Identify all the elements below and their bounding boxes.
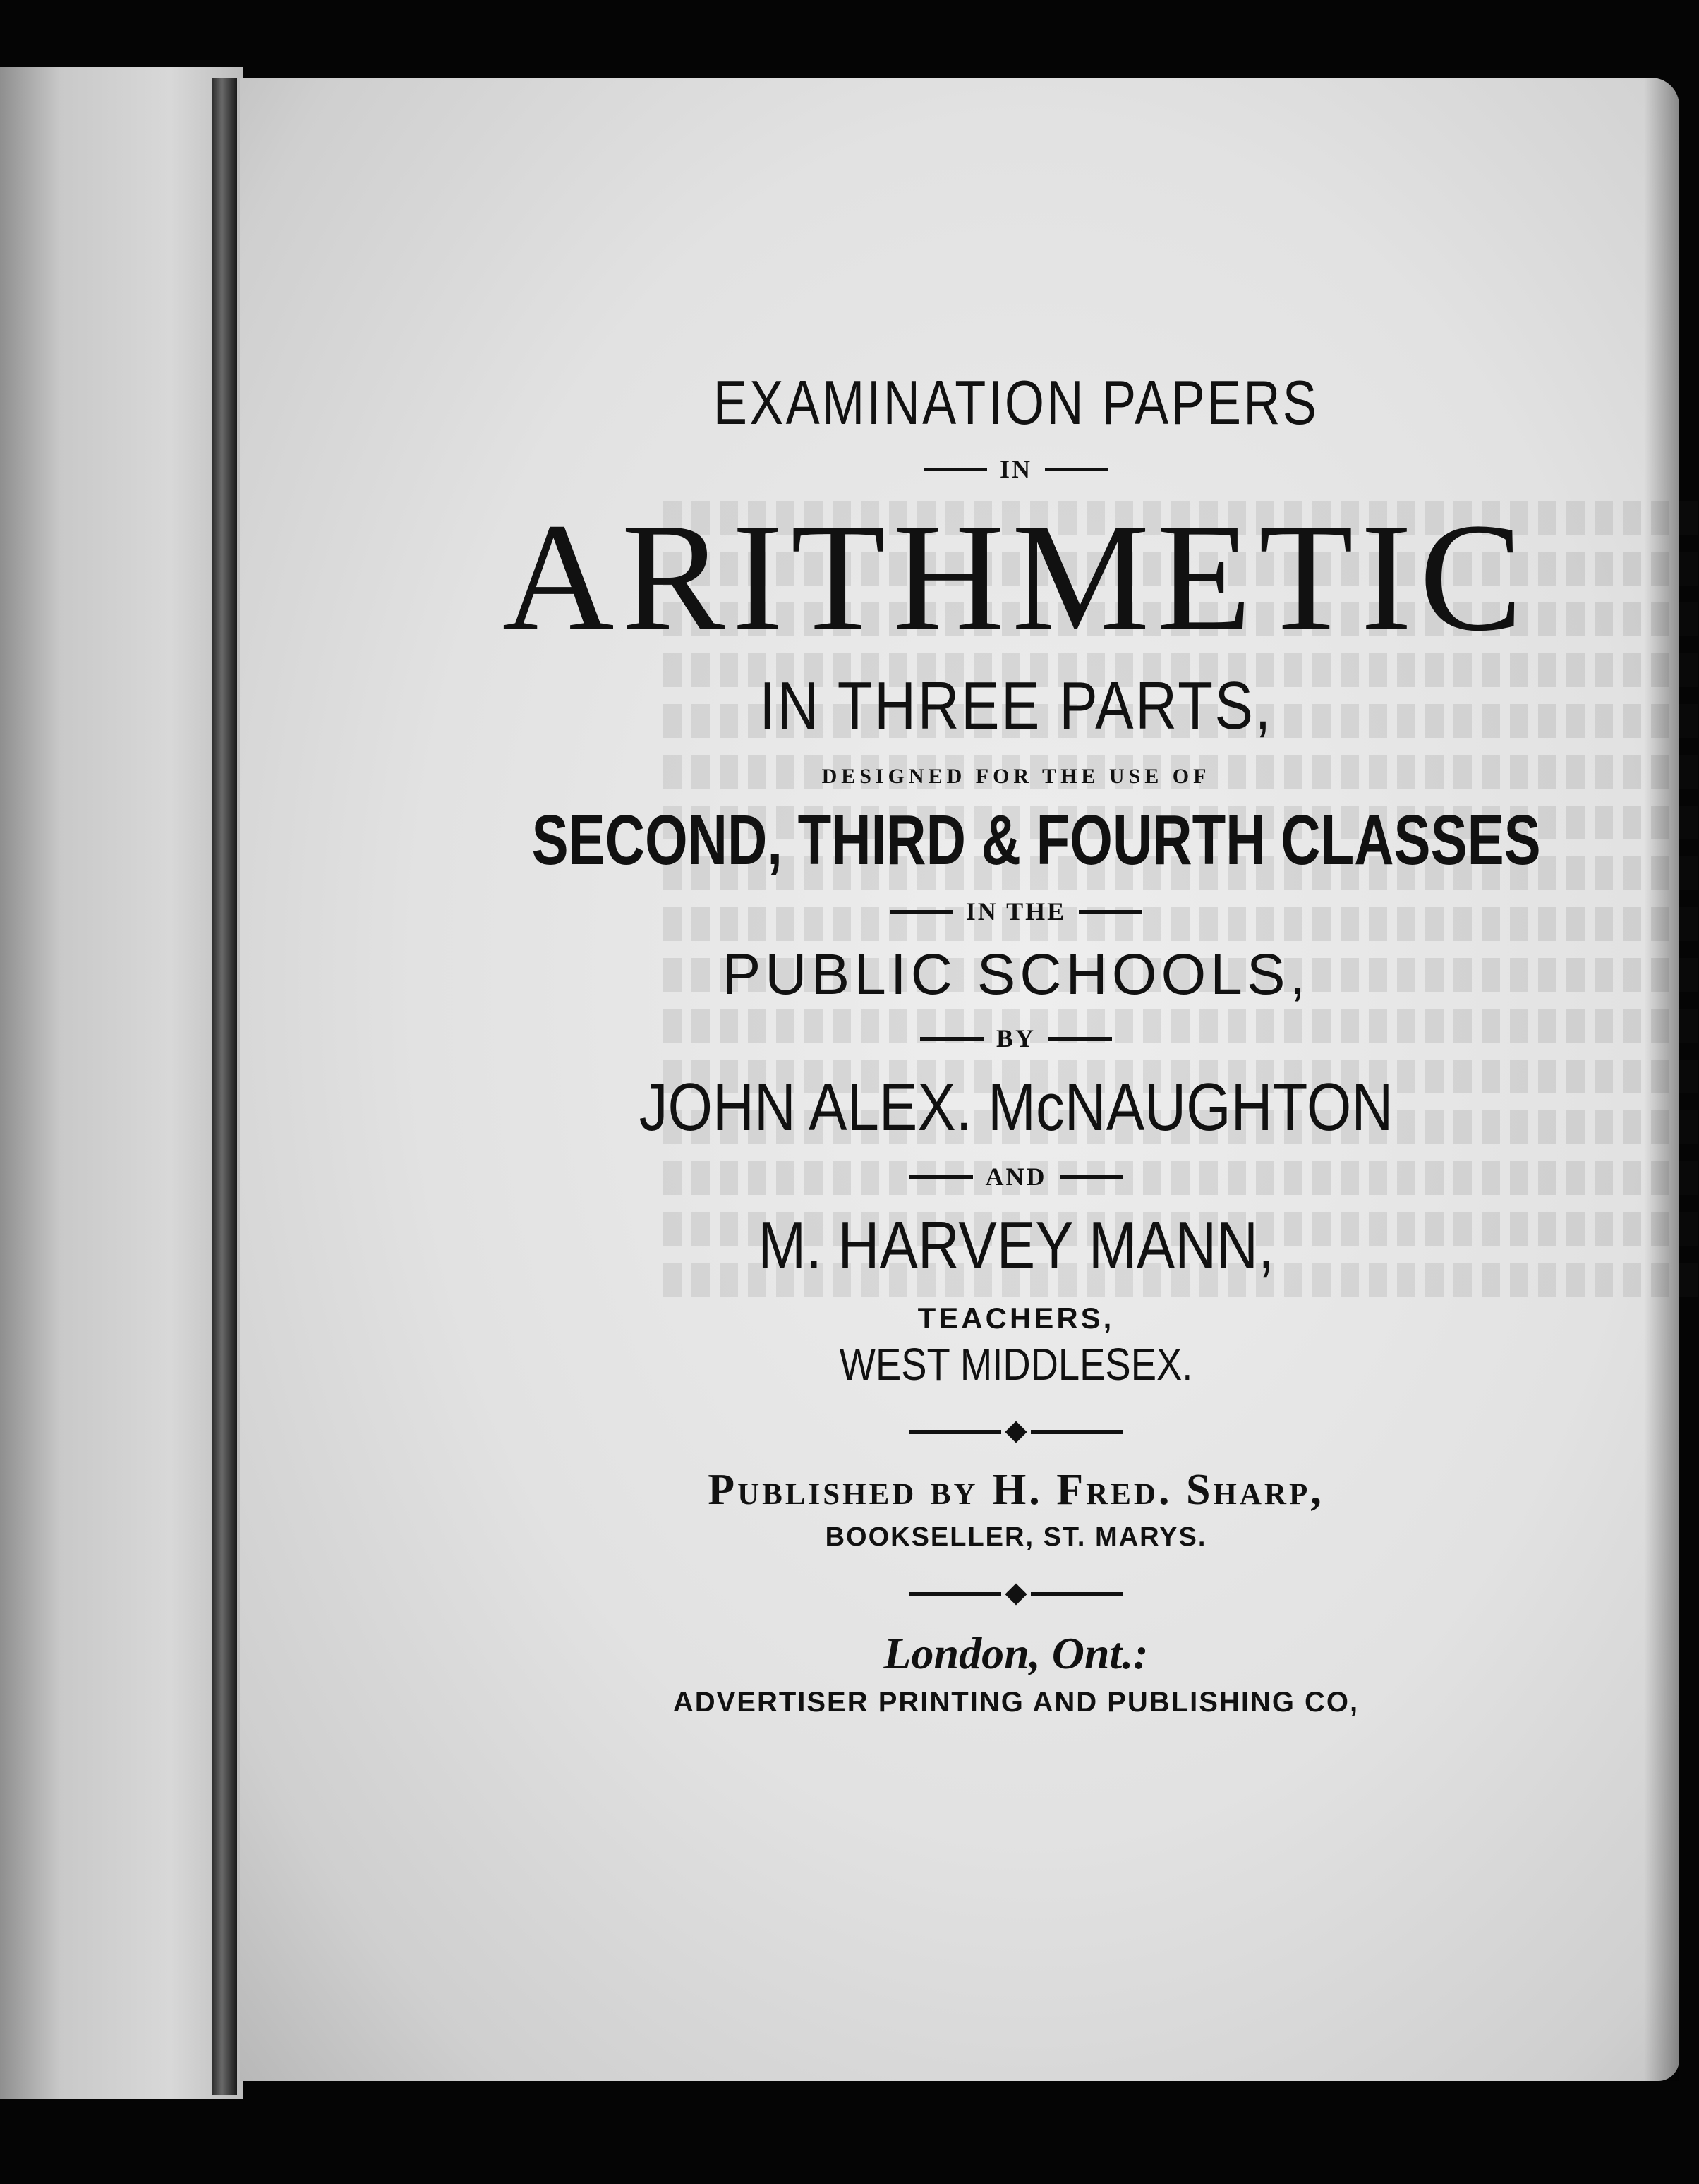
divider-in-the (395, 897, 1637, 926)
title-block (395, 353, 1637, 1718)
title-line1: EXAMINATION PAPERS (713, 368, 1319, 437)
authors-location: WEST MIDDLESEX. (839, 1339, 1193, 1390)
book-gutter (212, 78, 237, 2095)
schools-line: PUBLIC SCHOOLS, (722, 942, 1310, 1007)
bookseller-line: BOOKSELLER, ST. MARYS. (825, 1522, 1207, 1552)
divider-by (395, 1024, 1637, 1053)
authors-role: TEACHERS, (917, 1302, 1115, 1335)
divider-in (395, 454, 1637, 484)
parts-line: IN THREE PARTS, (759, 668, 1273, 744)
designed-line: DESIGNED FOR THE USE OF (821, 765, 1211, 788)
printer-line: ADVERTISER PRINTING AND PUBLISHING CO, (672, 1687, 1360, 1718)
classes-line: SECOND, THIRD & FOURTH CLASSES (531, 801, 1541, 880)
city-line: London, Ont.: (883, 1628, 1149, 1678)
divider-and (395, 1162, 1637, 1191)
author-1: JOHN ALEX. McNAUGHTON (639, 1069, 1393, 1145)
page-edge-shadow (1644, 78, 1679, 2081)
subject-title: ARITHMETIC (502, 491, 1530, 663)
by-label: BY (996, 1024, 1036, 1052)
in-label: IN (999, 455, 1032, 483)
author-2: M. HARVEY MANN, (758, 1208, 1274, 1283)
flourish-rule-1 (395, 1424, 1637, 1440)
in-the-label: IN THE (965, 897, 1067, 926)
and-label: AND (985, 1163, 1047, 1191)
left-page-leaf (0, 67, 243, 2099)
flourish-rule-2 (395, 1587, 1637, 1602)
publisher-line: Published by H. Fred. Sharp, (708, 1466, 1324, 1514)
